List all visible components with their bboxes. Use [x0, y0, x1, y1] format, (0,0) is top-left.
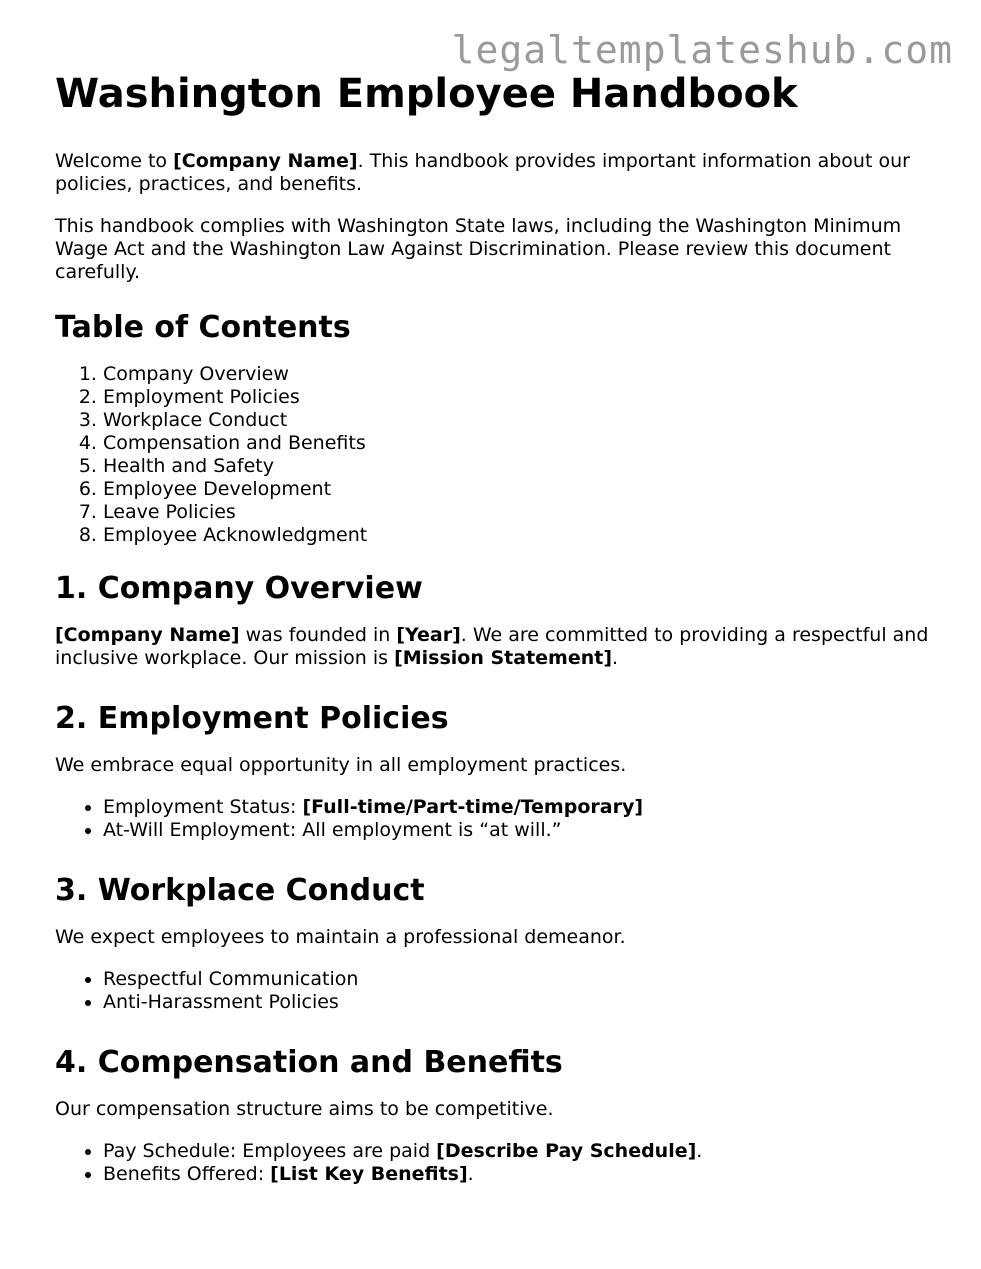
toc-heading: Table of Contents [55, 310, 351, 345]
list-item-label: Employment Status: [103, 796, 303, 818]
section-heading-company-overview: 1. Company Overview [55, 571, 423, 606]
intro-paragraph-welcome [55, 150, 935, 196]
watermark: legaltemplateshub.com [451, 28, 953, 72]
mission-statement-placeholder: [Mission Statement] [394, 647, 613, 669]
list-item [103, 796, 935, 819]
workplace-conduct-lead: We expect employees to maintain a professional demeanor. [55, 926, 626, 948]
overview-text: was founded in [239, 624, 397, 646]
toc-item: 3. Workplace Conduct [103, 409, 935, 432]
toc-item: 2. Employment Policies [103, 386, 935, 409]
company-overview-paragraph [55, 624, 935, 670]
toc-item: 4. Compensation and Benefits [103, 432, 935, 455]
company-name-placeholder: [Company Name] [55, 624, 240, 646]
page-title: Washington Employee Handbook [55, 71, 798, 117]
section-heading-compensation-benefits: 4. Compensation and Benefits [55, 1045, 563, 1080]
list-item: • At-Will Employment: All employment is “at will.” [103, 819, 935, 842]
list-item [103, 1163, 935, 1186]
list-item-end: . [467, 1163, 474, 1185]
toc-list [55, 363, 935, 547]
toc-item: 1. Company Overview [103, 363, 935, 386]
toc-item: 7. Leave Policies [103, 501, 935, 524]
benefits-placeholder: [List Key Benefits] [270, 1163, 468, 1185]
section-heading-employment-policies: 2. Employment Policies [55, 701, 449, 736]
employment-status-placeholder: [Full-time/Part-time/Temporary] [302, 796, 644, 818]
list-item-label: Pay Schedule: Employees are paid [103, 1140, 437, 1162]
overview-text: . We are committed to providing a respectful and inclusive workplace. Our mission is [55, 624, 929, 669]
list-item-end: . [696, 1140, 703, 1162]
employment-policies-list [55, 796, 935, 842]
year-placeholder: [Year] [396, 624, 461, 646]
compensation-list [55, 1140, 935, 1186]
document-page [55, 70, 935, 1186]
company-name-placeholder: [Company Name] [173, 150, 358, 172]
workplace-conduct-list [55, 968, 935, 1014]
toc-item: 6. Employee Development [103, 478, 935, 501]
list-item: • Respectful Communication [103, 968, 935, 991]
intro-paragraph-compliance: This handbook complies with Washington State laws, including the Washington Minimum Wage Act and the Washington Law Against Discrimination. Please review this document carefully. [55, 215, 902, 283]
toc-item: 8. Employee Acknowledgment [103, 524, 935, 547]
employment-policies-lead: We embrace equal opportunity in all employment practices. [55, 754, 627, 776]
compensation-lead: Our compensation structure aims to be competitive. [55, 1098, 554, 1120]
overview-text: . [612, 647, 619, 669]
section-heading-workplace-conduct: 3. Workplace Conduct [55, 873, 425, 908]
list-item: • Anti-Harassment Policies [103, 991, 935, 1014]
pay-schedule-placeholder: [Describe Pay Schedule] [436, 1140, 697, 1162]
toc-item: 5. Health and Safety [103, 455, 935, 478]
intro-text: . This handbook provides important information about our policies, practices, and benefits. [55, 150, 910, 195]
list-item-label: Benefits Offered: [103, 1163, 271, 1185]
intro-text: Welcome to [55, 150, 174, 172]
list-item [103, 1140, 935, 1163]
